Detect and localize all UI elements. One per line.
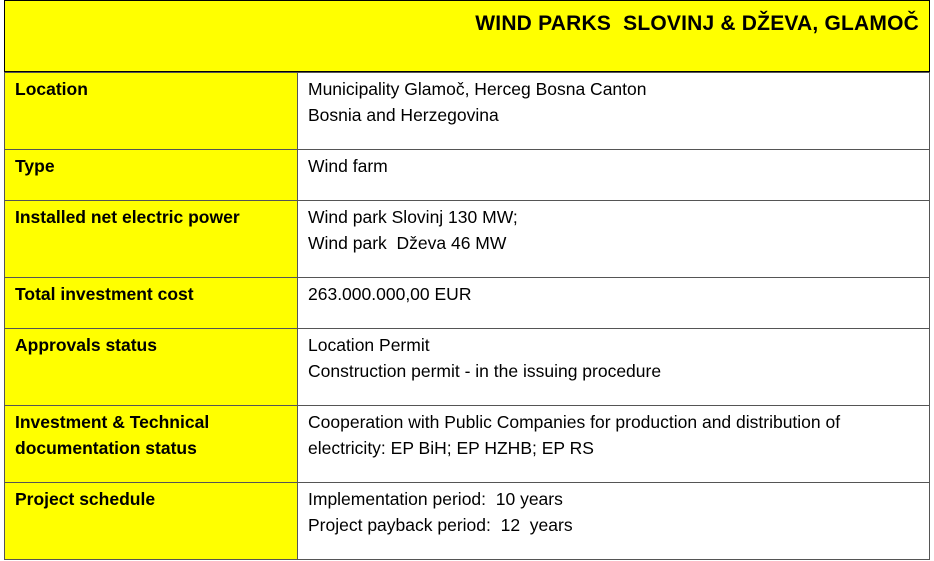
row-label: Investment & Technical documentation status — [5, 406, 298, 483]
value-line: Wind park Slovinj 130 MW; — [308, 207, 518, 227]
row-value — [298, 150, 930, 201]
value-line: Implementation period: 10 years — [308, 489, 563, 509]
row-value — [298, 329, 930, 406]
table-row-approvals — [5, 329, 930, 406]
value-line: Wind park Dževa 46 MW — [308, 232, 507, 253]
row-label: Approvals status — [5, 329, 298, 406]
project-info-table — [4, 72, 930, 560]
table-row-location — [5, 73, 930, 150]
value-line: Cooperation with Public Companies for production and distribution of — [308, 412, 841, 432]
row-value — [298, 483, 930, 560]
value-line: Municipality Glamoč, Herceg Bosna Canton — [308, 79, 647, 99]
row-label: Installed net electric power — [5, 201, 298, 278]
table-row-power — [5, 201, 930, 278]
row-value — [298, 201, 930, 278]
row-value — [298, 406, 930, 483]
value-line: Project payback period: 12 years — [308, 514, 573, 535]
value-line: Location Permit — [308, 335, 430, 355]
row-label: Project schedule — [5, 483, 298, 560]
value-line: electricity: EP BiH; EP HZHB; EP RS — [308, 437, 594, 458]
table-row-investment-cost — [5, 278, 930, 329]
value-line: Wind farm — [308, 156, 388, 176]
table-row-schedule — [5, 483, 930, 560]
row-label: Total investment cost — [5, 278, 298, 329]
row-value — [298, 278, 930, 329]
header-banner — [4, 0, 930, 72]
page-title: WIND PARKS SLOVINJ & DŽEVA, GLAMOČ — [475, 12, 919, 35]
value-line: Construction permit - in the issuing procedure — [308, 360, 662, 381]
row-value — [298, 73, 930, 150]
row-label: Type — [5, 150, 298, 201]
row-label: Location — [5, 73, 298, 150]
table-row-documentation — [5, 406, 930, 483]
value-line: 263.000.000,00 EUR — [308, 284, 472, 304]
table-row-type — [5, 150, 930, 201]
value-line: Bosnia and Herzegovina — [308, 104, 499, 125]
